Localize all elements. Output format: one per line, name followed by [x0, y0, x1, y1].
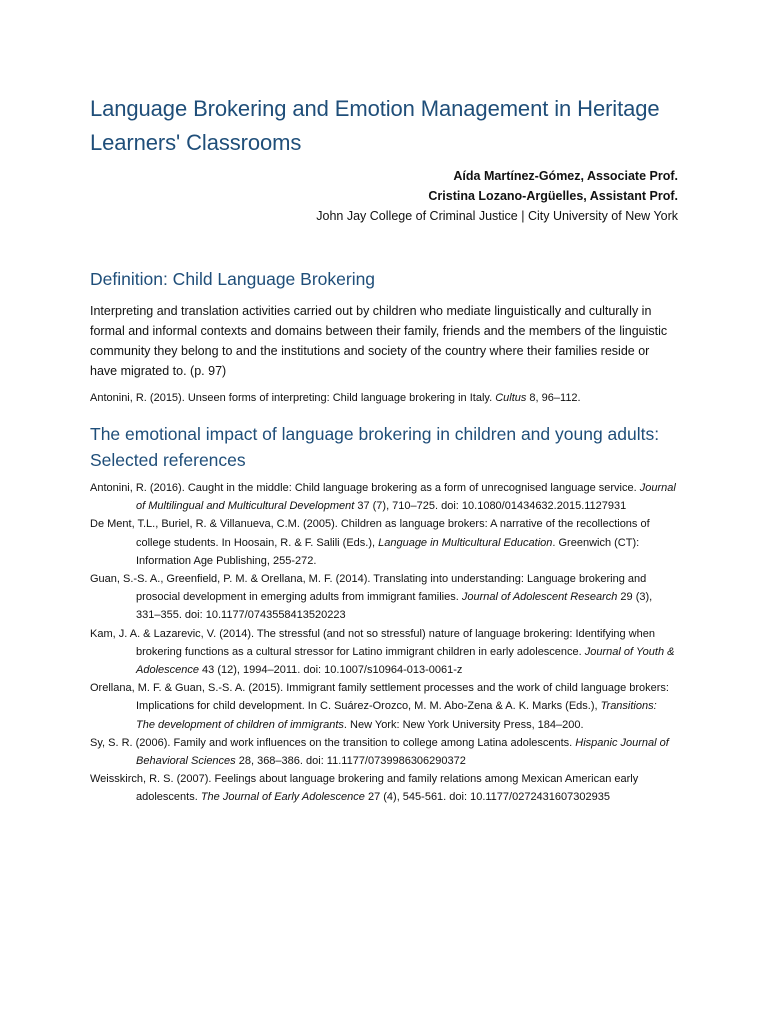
reference-item [90, 734, 678, 770]
reference-text: Antonini, R. (2016). Caught in the middle: Child language brokering as a form of unrecognised language service. [90, 482, 640, 494]
reference-text: De Ment, T.L., Buriel, R. & Villanueva, C.M. (2005). Children as language brokers: A narrative of the recollections of college students. In Hoosain, R. & F. Salili (Eds.), [90, 518, 650, 549]
author-affiliation: John Jay College of Criminal Justice | City University of New York [316, 209, 678, 223]
reference-item [90, 515, 678, 570]
reference-details: . New York: New York University Press, 184–200. [343, 718, 584, 731]
reference-item [90, 679, 678, 734]
reference-text: Weisskirch, R. S. (2007). Feelings about language brokering and family relations among Mexican American early adolescents. [90, 773, 639, 804]
author-name: Aída Martínez-Gómez, Associate Prof. [453, 169, 678, 183]
reference-list [90, 479, 678, 807]
reference-source: The Journal of Early Adolescence [200, 791, 365, 804]
reference-item [90, 570, 678, 625]
citation-journal: Cultus [495, 392, 527, 404]
reference-source: Hispanic Journal of Behavioral Sciences [136, 736, 669, 768]
reference-details: 29 (3), 331–355. doi: 10.1177/0743558413520223 [136, 591, 653, 622]
references-heading: The emotional impact of language brokering in children and young adults: Selected references [90, 424, 660, 470]
definition-text: Interpreting and translation activities carried out by children who mediate linguistically and culturally in formal and informal contexts and domains between their family, friends and the members of the linguistic community they belong to and the institutions and society of the country where their families reside or have migrated to. (p. 97) [90, 304, 668, 378]
reference-item [90, 770, 678, 806]
document-page [90, 92, 678, 807]
reference-source: Journal of Multilingual and Multicultural Development [136, 482, 676, 513]
reference-details: 43 (12), 1994–2011. doi: 10.1007/s10964-013-0061-z [199, 664, 463, 677]
reference-source: Language in Multicultural Education [378, 536, 553, 549]
author-block [90, 166, 678, 226]
document-title: Language Brokering and Emotion Management in Heritage Learners' Classrooms [90, 96, 660, 155]
reference-details: 27 (4), 545-561. doi: 10.1177/0272431607302935 [364, 791, 610, 804]
reference-source: Journal of Adolescent Research [461, 591, 618, 604]
reference-source: Journal of Youth & Adolescence [136, 645, 675, 677]
reference-text: Orellana, M. F. & Guan, S.-S. A. (2015). Immigrant family settlement processes and the work of child language brokers: Implications for child development. In C. Suárez-Orozco, M. M. Abo-Zena & A. K. Marks (Eds.), [90, 682, 669, 713]
reference-details: . Greenwich (CT): Information Age Publishing, 255-272. [136, 536, 640, 567]
reference-item [90, 625, 678, 680]
citation-text: Antonini, R. (2015). Unseen forms of interpreting: Child language brokering in Italy. [90, 392, 496, 404]
reference-text: Kam, J. A. & Lazarevic, V. (2014). The stressful (and not so stressful) nature of language brokering: Identifying when brokering functions as a cultural stressor for Latino immigrant children in early adolescence. [90, 627, 655, 658]
reference-details: 37 (7), 710–725. doi: 10.1080/01434632.2015.1127931 [354, 500, 627, 513]
reference-details: 28, 368–386. doi: 11.1177/0739986306290372 [235, 755, 466, 768]
definition-citation [90, 389, 678, 407]
reference-text: Guan, S.-S. A., Greenfield, P. M. & Orellana, M. F. (2014). Translating into understanding: Language brokering and prosocial development in emerging adults from immigrant families. [90, 573, 647, 604]
reference-item [90, 479, 678, 515]
reference-source: Transitions: The development of children of immigrants [136, 700, 657, 731]
definition-heading: Definition: Child Language Brokering [90, 269, 376, 289]
reference-text: Sy, S. R. (2006). Family and work influences on the transition to college among Latina adolescents. [90, 736, 576, 749]
citation-details: 8, 96–112. [526, 392, 581, 404]
author-name: Cristina Lozano-Argüelles, Assistant Prof. [428, 189, 678, 203]
